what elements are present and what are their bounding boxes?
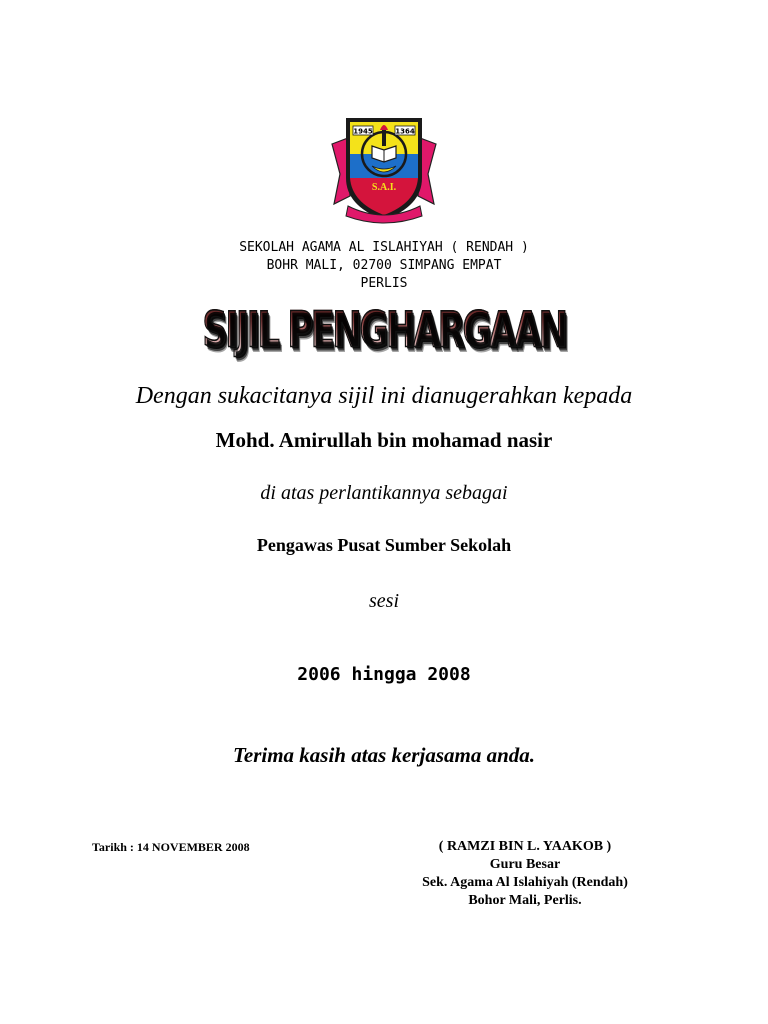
signatory-title: Guru Besar bbox=[489, 857, 561, 872]
crest-year-right: 1364 bbox=[395, 127, 415, 136]
appointment-text: di atas perlantikannya sebagai bbox=[260, 482, 508, 504]
signatory-school: Sek. Agama Al Islahiyah (Rendah) bbox=[422, 875, 628, 890]
school-crest-logo bbox=[326, 108, 442, 226]
crest-year-left: 1945 bbox=[353, 127, 373, 136]
certificate-intro: Dengan sukacitanya sijil ini dianugerahkan kepada bbox=[135, 383, 633, 409]
crest-initials: S.A.I. bbox=[371, 182, 397, 193]
session-label: sesi bbox=[369, 590, 399, 612]
role-title: Pengawas Pusat Sumber Sekolah bbox=[256, 535, 512, 555]
school-state-line: PERLIS bbox=[360, 276, 408, 291]
certificate-title: SIJIL PENGHARGAAN bbox=[84, 301, 683, 358]
session-years: 2006 hingga 2008 bbox=[297, 664, 471, 685]
school-name-line: SEKOLAH AGAMA AL ISLAHIYAH ( RENDAH ) bbox=[239, 240, 529, 255]
issue-date: Tarikh : 14 NOVEMBER 2008 bbox=[92, 840, 250, 854]
signatory-location: Bohor Mali, Perlis. bbox=[468, 893, 582, 908]
school-address-line: BOHR MALI, 02700 SIMPANG EMPAT bbox=[266, 258, 502, 273]
thanks-text: Terima kasih atas kerjasama anda. bbox=[232, 743, 536, 767]
recipient-name: Mohd. Amirullah bin mohamad nasir bbox=[215, 428, 553, 452]
signatory-name: ( RAMZI BIN L. YAAKOB ) bbox=[438, 839, 612, 854]
